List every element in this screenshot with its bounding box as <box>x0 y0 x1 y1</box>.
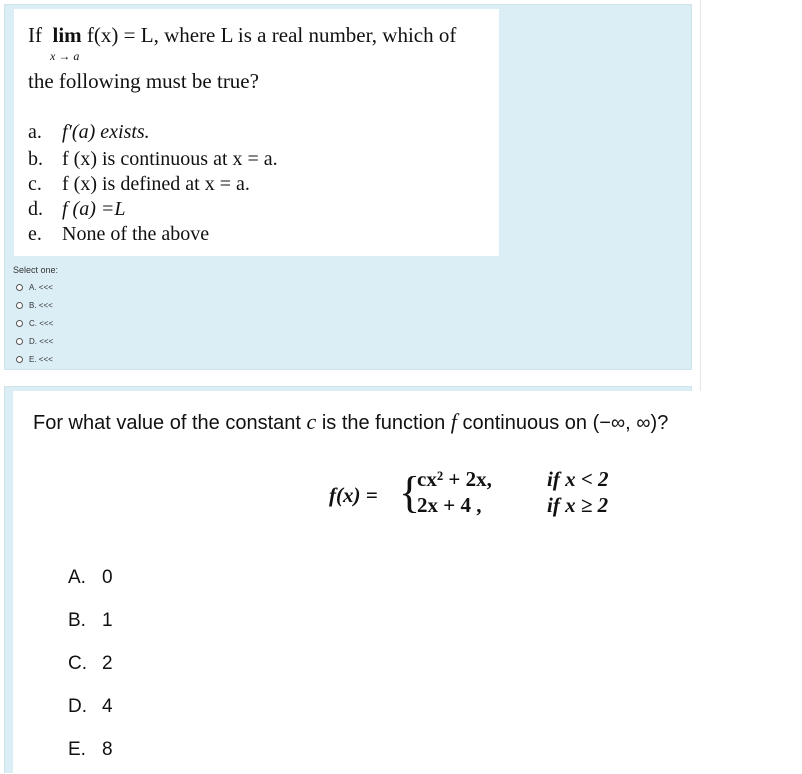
option-text: f (a) =L <box>62 198 126 220</box>
option-letter: b. <box>28 148 43 170</box>
question-2-text <box>33 409 668 435</box>
stem-prefix: If <box>28 23 42 47</box>
variable-c: c <box>306 409 317 434</box>
option-c <box>28 173 250 196</box>
option-text: f (x) is defined at x = a. <box>62 173 250 195</box>
question-1-panel <box>4 4 692 370</box>
option-d <box>28 198 126 221</box>
question-text-part: For what value of the constant <box>33 412 307 434</box>
choice-b[interactable] <box>16 298 53 312</box>
option-value: 8 <box>102 739 113 760</box>
option-letter: A. <box>68 567 86 588</box>
answer-option-c <box>68 653 113 675</box>
case-1-expression: cx² + 2x, <box>417 467 492 491</box>
brace-icon: { <box>399 468 421 517</box>
question-1-stem-line-1 <box>28 23 456 48</box>
option-value: 0 <box>102 567 113 588</box>
option-letter: a. <box>28 121 42 143</box>
case-2-condition: if x ≥ 2 <box>547 493 609 517</box>
question-2-image <box>13 391 757 774</box>
option-a <box>28 121 150 144</box>
option-letter: e. <box>28 223 42 245</box>
question-text-part: continuous on (−∞, ∞)? <box>456 412 669 434</box>
option-e <box>28 223 209 246</box>
radio-button[interactable] <box>16 320 23 327</box>
answer-option-a <box>68 567 113 589</box>
stem-rest: f(x) = L, where L is a real number, which of <box>86 23 457 47</box>
variable-f: f <box>450 409 457 434</box>
question-1-stem-line-2: the following must be true? <box>28 69 259 93</box>
question-2-panel <box>4 386 692 773</box>
choice-a[interactable] <box>16 280 53 294</box>
option-value: 1 <box>102 610 113 631</box>
option-letter: E. <box>68 739 86 760</box>
case-2-expression: 2x + 4 , <box>417 493 482 517</box>
choice-label[interactable]: A. <<< <box>29 282 53 292</box>
question-text-part: is the function <box>316 412 451 434</box>
radio-button[interactable] <box>16 302 23 309</box>
option-text: f′(a) exists. <box>62 121 150 143</box>
option-letter: d. <box>28 198 43 220</box>
option-text: None of the above <box>62 223 210 245</box>
radio-button[interactable] <box>16 338 23 345</box>
choice-d[interactable] <box>16 334 53 348</box>
option-letter: c. <box>28 173 42 195</box>
radio-button[interactable] <box>16 356 23 363</box>
answer-option-b <box>68 610 113 632</box>
lim-subscript: x → a <box>50 49 80 63</box>
option-value: 4 <box>102 696 113 717</box>
radio-button[interactable] <box>16 284 23 291</box>
answer-option-d <box>68 696 113 718</box>
choice-label[interactable]: C. <<< <box>29 318 54 328</box>
choice-label[interactable]: D. <<< <box>29 336 54 346</box>
choice-label[interactable]: E. <<< <box>29 354 53 364</box>
option-letter: D. <box>68 696 87 717</box>
formula-lhs: f(x) = <box>329 483 378 507</box>
question-1-image <box>14 9 499 256</box>
choice-label[interactable]: B. <<< <box>29 300 53 310</box>
option-letter: C. <box>68 653 87 674</box>
choice-c[interactable] <box>16 316 53 330</box>
option-b <box>28 148 278 171</box>
choice-e[interactable] <box>16 352 53 366</box>
select-one-label: Select one: <box>13 265 59 275</box>
option-letter: B. <box>68 610 86 631</box>
case-1-condition: if x < 2 <box>547 467 609 491</box>
answer-option-e <box>68 739 113 761</box>
option-text: f (x) is continuous at x = a. <box>62 148 278 170</box>
option-value: 2 <box>102 653 113 674</box>
lim-word: lim <box>52 23 82 47</box>
